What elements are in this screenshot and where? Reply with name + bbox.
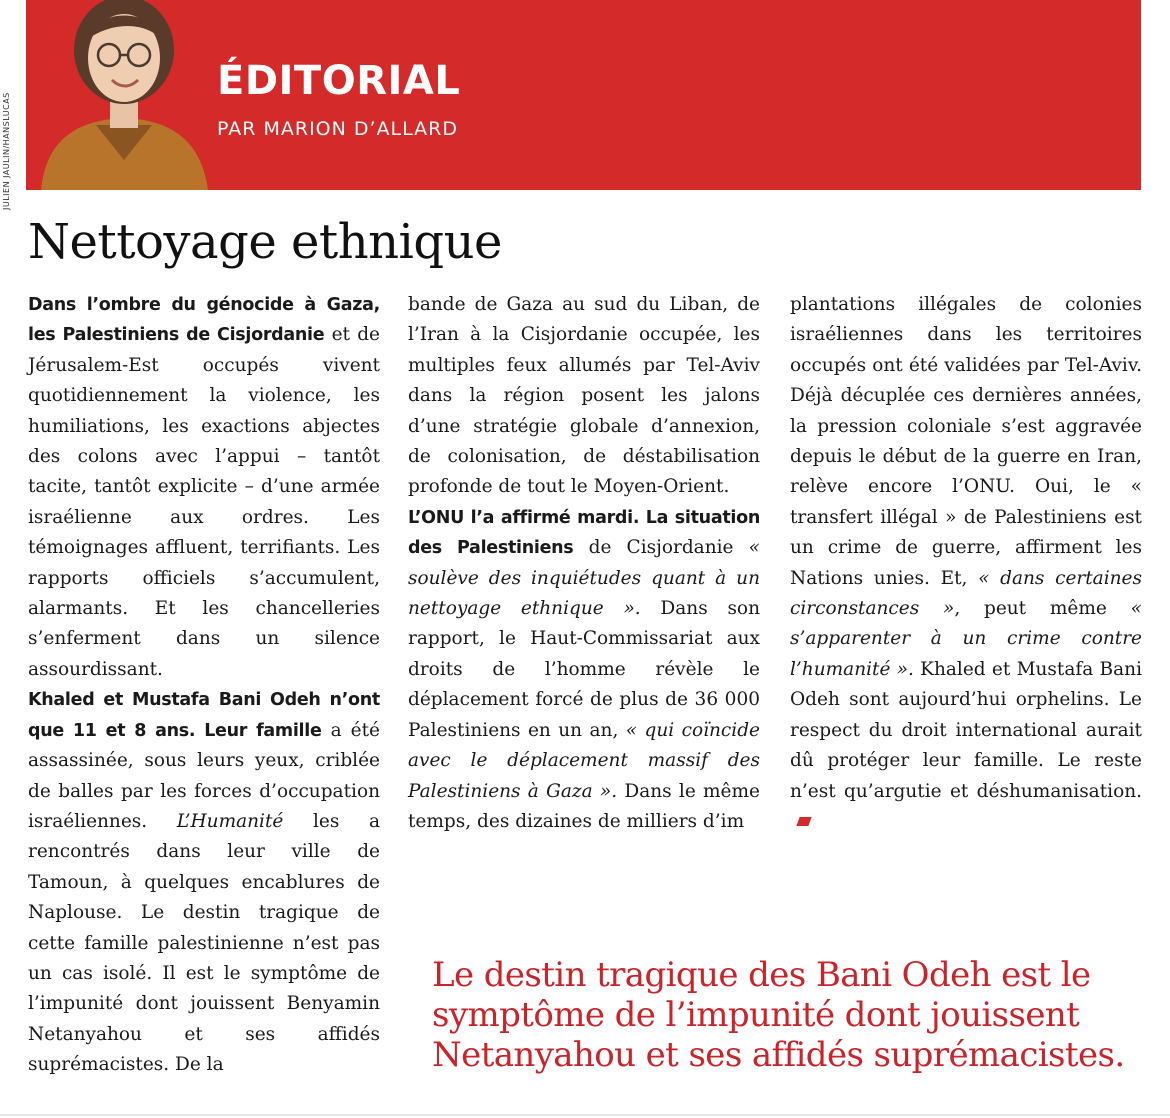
paragraph — [790, 290, 1142, 837]
paragraph-text: Dans le même temps, des dizaines de milliers d’im — [408, 780, 761, 832]
author-byline: PAR MARION D’ALLARD — [217, 118, 458, 140]
paragraph — [28, 685, 380, 1080]
quote-text: « dans certaines circonstances » — [790, 567, 1142, 620]
page-divider — [0, 1114, 1170, 1116]
paragraph-lead: L’ONU l’a affirmé mardi. La situation des Palestiniens — [408, 507, 760, 559]
publication-name: L’Humanité — [176, 810, 284, 832]
article-column-1 — [28, 290, 380, 1081]
article-column-2 — [408, 290, 760, 837]
paragraph — [408, 290, 760, 503]
paragraph-text: de Cisjordanie — [573, 537, 749, 559]
quote-text: « soulève des inquiétudes quant à un nettoyage ethnique ». — [408, 537, 760, 620]
paragraph — [28, 290, 380, 685]
paragraph-text: et de Jérusalem-Est occupés vivent quotidiennement la violence, les humiliations, les exactions abjectes des colons avec l’appui – tantôt tacite, tantôt explicite – d’une armée israélienne aux ordres. Les témoignages affluent, terrifiants. Les rapports officiels s’accumulent, alarmants. Et les chancelleries s’enferment dans un silence assourdissant. — [28, 324, 381, 680]
pull-quote: Le destin tragique des Bani Odeh est le symptôme de l’impunité dont jouissent Netanyahou et ses affidés suprémacistes. — [432, 955, 1125, 1075]
paragraph-text: plantations illégales de colonies israéliennes dans les territoires occupés ont été validées par Tel-Aviv. Déjà décuplée ces dernières années, la pression coloniale s’est aggravée depuis le début de la guerre en Iran, relève encore l’ONU. Oui, le « transfert illégal » de Palestiniens est un crime de guerre, affirment les Nations unies. Et, — [790, 294, 1142, 589]
quote-text: « qui coïncide avec le déplacement massif des Palestiniens à Gaza ». — [408, 719, 761, 802]
article-headline: Nettoyage ethnique — [28, 214, 502, 270]
article-column-3 — [790, 290, 1142, 837]
paragraph-lead: Dans l’ombre du génocide à Gaza, les Palestiniens de Cisjordanie — [28, 295, 380, 346]
paragraph-text: Khaled et Mustafa Bani Odeh sont aujourd’hui orphelins. Le respect du droit international aurait dû protéger leur famille. Le reste n’est qu’argutie et déshumanisation. — [790, 658, 1142, 802]
paragraph-text: bande de Gaza au sud du Liban, de l’Iran à la Cisjordanie occupée, les multiples feux allumés par Tel-Aviv dans la région posent les jalons d’une stratégie globale d’annexion, de colonisation, de déstabilisation profonde de tout le Moyen-Orient. — [408, 294, 760, 498]
author-portrait — [36, 0, 211, 190]
paragraph-lead: Khaled et Mustafa Bani Odeh n’ont que 11 et 8 ans. Leur famille — [28, 690, 380, 741]
section-kicker: ÉDITORIAL — [217, 58, 461, 104]
quote-text: « s’apparenter à un crime contre l’humanité ». — [790, 598, 1142, 680]
paragraph-text: a été assassinée, sous leurs yeux, criblée de balles par les forces d’occupation israéliennes. — [28, 719, 380, 832]
paragraph — [408, 503, 760, 837]
end-of-article-icon — [796, 817, 811, 826]
paragraph-text: , peut même — [954, 598, 1131, 620]
paragraph-text: les a rencontrés dans leur ville de Tamoun, à quelques encablures de Naplouse. Le destin tragique de cette famille palestinienne n’est pas un cas isolé. Il est le symptôme de l’impunité dont jouissent Benyamin Netanyahou et ses affidés suprémacistes. De la — [28, 810, 381, 1076]
paragraph-text: Dans son rapport, le Haut-Commissariat aux droits de l’homme révèle le déplacement forcé de plus de 36 000 Palestiniens en un an, — [408, 598, 760, 741]
photo-credit: JULIEN JAULIN/HANSLUCAS — [2, 92, 11, 210]
